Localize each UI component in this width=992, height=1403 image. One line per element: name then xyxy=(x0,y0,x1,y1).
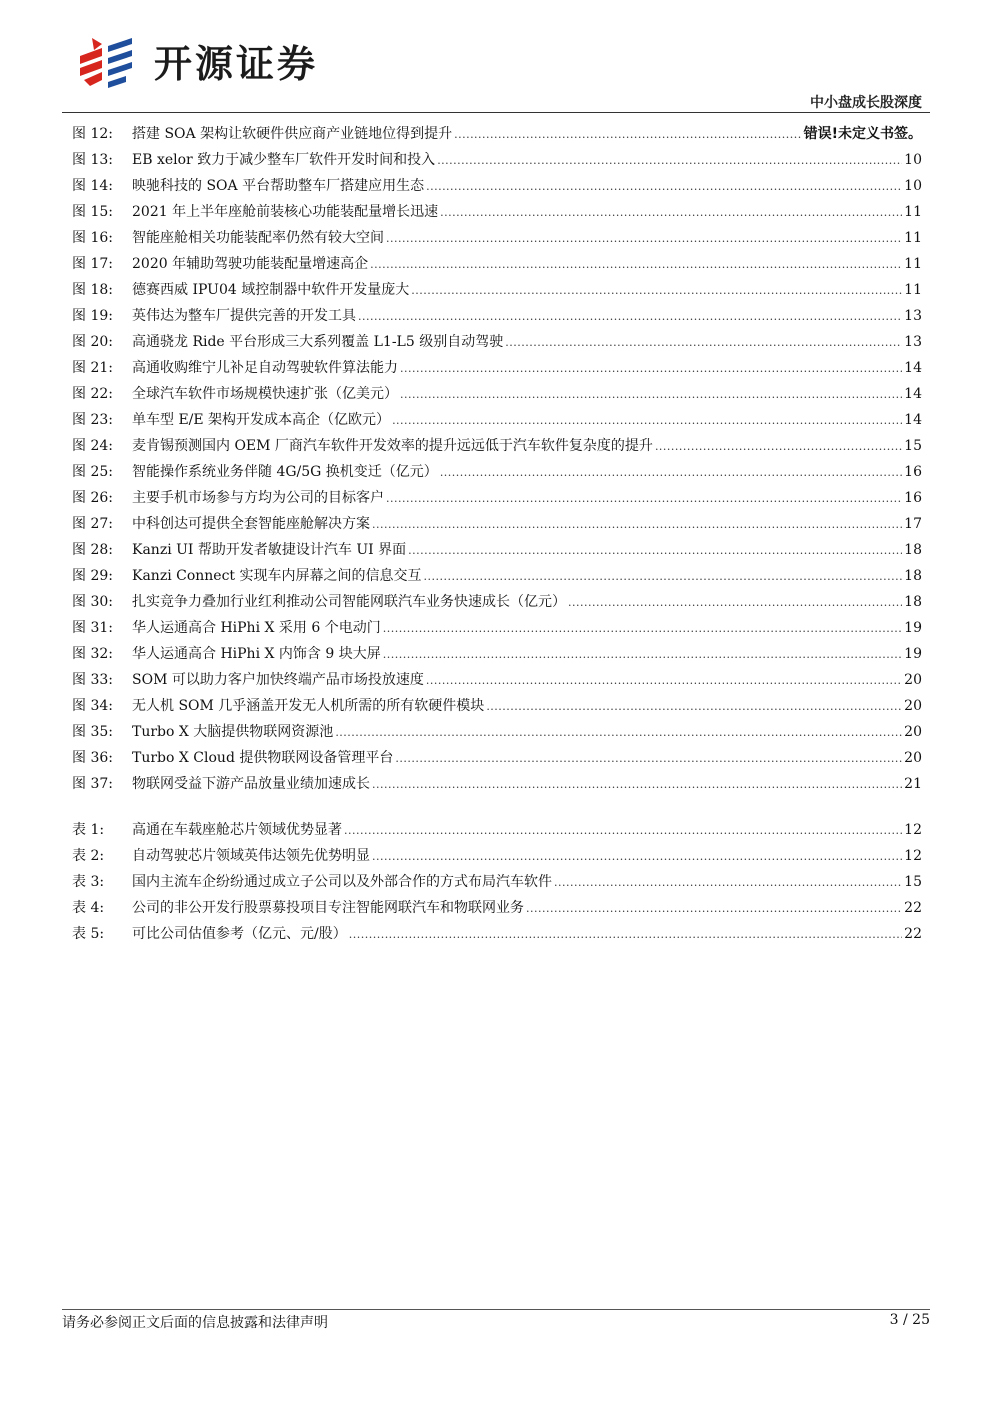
figure-entry[interactable] xyxy=(72,641,922,667)
entry-label: 图 30: xyxy=(72,594,113,610)
figure-entry[interactable] xyxy=(72,589,922,615)
entry-title[interactable]: 全球汽车软件市场规模快速扩张（亿美元） xyxy=(132,386,398,402)
dot-leader xyxy=(335,720,902,746)
figure-entry[interactable] xyxy=(72,121,922,147)
figure-entry[interactable] xyxy=(72,615,922,641)
dot-leader xyxy=(426,668,902,694)
entry-page-number[interactable]: 18 xyxy=(904,594,922,610)
table-entry[interactable] xyxy=(72,817,922,843)
footer-divider xyxy=(62,1309,930,1310)
entry-page-number[interactable]: 14 xyxy=(904,360,922,376)
entry-label: 图 26: xyxy=(72,490,113,506)
figure-entry[interactable] xyxy=(72,433,922,459)
entry-page-number[interactable]: 17 xyxy=(904,516,922,532)
dot-leader xyxy=(554,870,902,896)
dot-leader xyxy=(408,538,902,564)
entry-label: 图 15: xyxy=(72,204,113,220)
entry-page-number[interactable]: 19 xyxy=(904,620,922,636)
entry-title[interactable]: 华人运通高合 HiPhi X 内饰含 9 块大屏 xyxy=(132,646,381,662)
figure-entry[interactable] xyxy=(72,459,922,485)
entry-page-number[interactable]: 15 xyxy=(904,438,922,454)
entry-page-number[interactable]: 18 xyxy=(904,568,922,584)
dot-leader xyxy=(568,590,902,616)
dot-leader xyxy=(526,896,902,922)
entry-title[interactable]: SOM 可以助力客户加快终端产品市场投放速度 xyxy=(132,672,424,688)
dot-leader xyxy=(655,434,902,460)
table-list xyxy=(72,817,922,947)
entry-label: 图 12: xyxy=(72,126,113,142)
figure-entry[interactable] xyxy=(72,511,922,537)
entry-page-number[interactable]: 21 xyxy=(904,776,922,792)
figure-entry[interactable] xyxy=(72,407,922,433)
entry-title[interactable]: EB xelor 致力于减少整车厂软件开发时间和投入 xyxy=(132,152,436,168)
figure-entry[interactable] xyxy=(72,745,922,771)
dot-leader xyxy=(372,512,902,538)
dot-leader xyxy=(411,278,902,304)
entry-label: 图 14: xyxy=(72,178,113,194)
entry-label: 表 1: xyxy=(72,822,105,838)
entry-title[interactable]: 无人机 SOM 几乎涵盖开发无人机所需的所有软硬件模块 xyxy=(132,698,485,714)
entry-label: 图 34: xyxy=(72,698,113,714)
entry-page-number[interactable]: 20 xyxy=(904,698,922,714)
entry-title[interactable]: 高通在车载座舱芯片领域优势显著 xyxy=(132,822,342,838)
dot-leader xyxy=(383,642,902,668)
entry-title[interactable]: 2021 年上半年座舱前装核心功能装配量增长迅速 xyxy=(132,204,439,220)
entry-label: 表 5: xyxy=(72,926,105,942)
entry-page-number[interactable]: 13 xyxy=(904,308,922,324)
figure-entry[interactable] xyxy=(72,251,922,277)
entry-page-number[interactable]: 12 xyxy=(904,848,922,864)
entry-label: 图 29: xyxy=(72,568,113,584)
figure-entry[interactable] xyxy=(72,147,922,173)
header-divider xyxy=(62,112,930,113)
figure-entry[interactable] xyxy=(72,667,922,693)
entry-title[interactable]: Turbo X 大脑提供物联网资源池 xyxy=(132,724,334,740)
entry-label: 图 36: xyxy=(72,750,113,766)
entry-page-number[interactable]: 10 xyxy=(904,152,922,168)
figure-entry[interactable] xyxy=(72,485,922,511)
entry-page-number[interactable]: 13 xyxy=(904,334,922,350)
entry-title[interactable]: 高通骁龙 Ride 平台形成三大系列覆盖 L1-L5 级别自动驾驶 xyxy=(132,334,504,350)
entry-page-number[interactable]: 22 xyxy=(904,900,922,916)
entry-page-number[interactable]: 11 xyxy=(904,230,922,246)
table-entry[interactable] xyxy=(72,843,922,869)
dot-leader xyxy=(370,252,902,278)
figure-entry[interactable] xyxy=(72,771,922,797)
dot-leader xyxy=(437,148,902,174)
entry-title[interactable]: 物联网受益下游产品放量业绩加速成长 xyxy=(132,776,370,792)
brand-logo xyxy=(72,30,318,90)
entry-label: 图 37: xyxy=(72,776,113,792)
figure-entry[interactable] xyxy=(72,225,922,251)
dot-leader xyxy=(486,694,902,720)
dot-leader xyxy=(400,382,902,408)
figure-entry[interactable] xyxy=(72,199,922,225)
dot-leader xyxy=(400,356,902,382)
entry-page-number[interactable]: 10 xyxy=(904,178,922,194)
dot-leader xyxy=(344,818,902,844)
entry-title[interactable]: 可比公司估值参考（亿元、元/股） xyxy=(132,926,347,942)
figure-entry[interactable] xyxy=(72,303,922,329)
entry-label: 图 31: xyxy=(72,620,113,636)
broken-bookmark-error[interactable]: 错误!未定义书签。 xyxy=(803,126,922,142)
entry-label: 图 35: xyxy=(72,724,113,740)
dot-leader xyxy=(440,460,902,486)
dot-leader xyxy=(424,564,903,590)
entry-label: 图 17: xyxy=(72,256,113,272)
figure-entry[interactable] xyxy=(72,173,922,199)
entry-title[interactable]: 麦肯锡预测国内 OEM 厂商汽车软件开发效率的提升远远低于汽车软件复杂度的提升 xyxy=(132,438,653,454)
dot-leader xyxy=(383,616,902,642)
dot-leader xyxy=(386,486,902,512)
entry-label: 表 3: xyxy=(72,874,105,890)
entry-title[interactable]: 高通收购维宁儿补足自动驾驶软件算法能力 xyxy=(132,360,398,376)
entry-title[interactable]: 国内主流车企纷纷通过成立子公司以及外部合作的方式布局汽车软件 xyxy=(132,874,552,890)
dot-leader xyxy=(395,746,902,772)
entry-label: 图 13: xyxy=(72,152,113,168)
entry-label: 图 25: xyxy=(72,464,113,480)
figure-list xyxy=(72,121,922,797)
entry-title[interactable]: 主要手机市场参与方均为公司的目标客户 xyxy=(132,490,384,506)
figure-entry[interactable] xyxy=(72,563,922,589)
entry-page-number[interactable]: 19 xyxy=(904,646,922,662)
entry-label: 图 20: xyxy=(72,334,113,350)
entry-label: 图 33: xyxy=(72,672,113,688)
entry-page-number[interactable]: 22 xyxy=(904,926,922,942)
entry-label: 图 32: xyxy=(72,646,113,662)
figure-entry[interactable] xyxy=(72,537,922,563)
entry-label: 图 28: xyxy=(72,542,113,558)
entry-page-number[interactable]: 14 xyxy=(904,386,922,402)
dot-leader xyxy=(386,226,902,252)
entry-label: 图 19: xyxy=(72,308,113,324)
brand-name: 开源证券 xyxy=(154,41,319,86)
figure-entry[interactable] xyxy=(72,355,922,381)
table-entry[interactable] xyxy=(72,895,922,921)
entry-label: 表 4: xyxy=(72,900,105,916)
entry-page-number[interactable]: 16 xyxy=(904,490,922,506)
entry-label: 图 24: xyxy=(72,438,113,454)
entry-page-number[interactable]: 16 xyxy=(904,464,922,480)
entry-title[interactable]: 映驰科技的 SOA 平台帮助整车厂搭建应用生态 xyxy=(132,178,425,194)
dot-leader xyxy=(505,330,902,356)
entry-title[interactable]: Kanzi UI 帮助开发者敏捷设计汽车 UI 界面 xyxy=(132,542,407,558)
report-type-label: 中小盘成长股深度 xyxy=(810,95,922,111)
entry-page-number[interactable]: 11 xyxy=(904,204,922,220)
figure-entry[interactable] xyxy=(72,277,922,303)
entry-label: 图 22: xyxy=(72,386,113,402)
entry-page-number[interactable]: 20 xyxy=(904,750,922,766)
entry-title[interactable]: 公司的非公开发行股票募投项目专注智能网联汽车和物联网业务 xyxy=(132,900,524,916)
dot-leader xyxy=(358,304,902,330)
entry-page-number[interactable]: 20 xyxy=(904,724,922,740)
entry-page-number[interactable]: 12 xyxy=(904,822,922,838)
footer-disclaimer: 请务必参阅正文后面的信息披露和法律声明 xyxy=(62,1315,328,1331)
entry-title[interactable]: 搭建 SOA 架构让软硬件供应商产业链地位得到提升 xyxy=(132,126,453,142)
dot-leader xyxy=(440,200,902,226)
entry-title[interactable]: 扎实竞争力叠加行业红利推动公司智能网联汽车业务快速成长（亿元） xyxy=(132,594,566,610)
entry-page-number[interactable]: 15 xyxy=(904,874,922,890)
entry-title[interactable]: 2020 年辅助驾驶功能装配量增速高企 xyxy=(132,256,369,272)
entry-title[interactable]: 中科创达可提供全套智能座舱解决方案 xyxy=(132,516,370,532)
entry-title[interactable]: 华人运通高合 HiPhi X 采用 6 个电动门 xyxy=(132,620,381,636)
logo-mark-icon xyxy=(72,30,144,90)
entry-page-number[interactable]: 18 xyxy=(904,542,922,558)
entry-label: 图 27: xyxy=(72,516,113,532)
dot-leader xyxy=(372,772,902,798)
entry-title[interactable]: 智能操作系统业务伴随 4G/5G 换机变迁（亿元） xyxy=(132,464,438,480)
entry-page-number[interactable]: 20 xyxy=(904,672,922,688)
entry-title[interactable]: 自动驾驶芯片领域英伟达领先优势明显 xyxy=(132,848,370,864)
entry-title[interactable]: 德赛西威 IPU04 域控制器中软件开发量庞大 xyxy=(132,282,410,298)
page-indicator: 3 / 25 xyxy=(889,1312,930,1328)
table-entry[interactable] xyxy=(72,869,922,895)
entry-title[interactable]: 单车型 E/E 架构开发成本高企（亿欧元） xyxy=(132,412,391,428)
dot-leader xyxy=(426,174,902,200)
entry-title[interactable]: Kanzi Connect 实现车内屏幕之间的信息交互 xyxy=(132,568,422,584)
entry-label: 图 21: xyxy=(72,360,113,376)
entry-title[interactable]: 智能座舱相关功能装配率仍然有较大空间 xyxy=(132,230,384,246)
entry-label: 图 23: xyxy=(72,412,113,428)
figure-entry[interactable] xyxy=(72,693,922,719)
entry-title[interactable]: 英伟达为整车厂提供完善的开发工具 xyxy=(132,308,356,324)
figure-entry[interactable] xyxy=(72,329,922,355)
entry-page-number[interactable]: 14 xyxy=(904,412,922,428)
entry-label: 图 16: xyxy=(72,230,113,246)
table-entry[interactable] xyxy=(72,921,922,947)
table-of-figures xyxy=(72,121,922,947)
entry-title[interactable]: Turbo X Cloud 提供物联网设备管理平台 xyxy=(132,750,394,766)
dot-leader xyxy=(454,122,802,148)
figure-entry[interactable] xyxy=(72,381,922,407)
dot-leader xyxy=(392,408,902,434)
figure-entry[interactable] xyxy=(72,719,922,745)
entry-page-number[interactable]: 11 xyxy=(904,256,922,272)
entry-label: 图 18: xyxy=(72,282,113,298)
dot-leader xyxy=(349,922,902,948)
dot-leader xyxy=(372,844,902,870)
entry-page-number[interactable]: 11 xyxy=(904,282,922,298)
entry-label: 表 2: xyxy=(72,848,105,864)
